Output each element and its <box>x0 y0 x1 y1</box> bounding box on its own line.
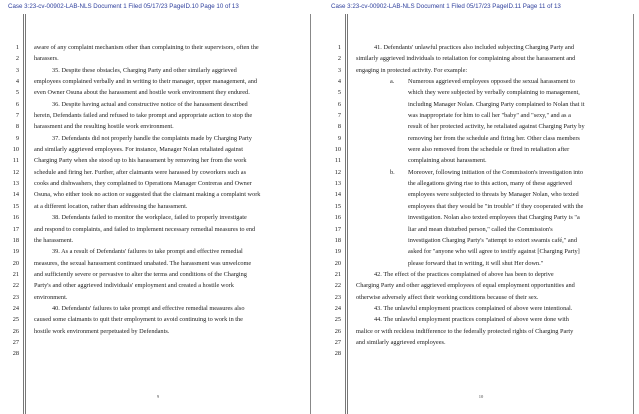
line-number: 2 <box>337 55 341 63</box>
line-number: 19 <box>334 248 341 256</box>
line-number: 9 <box>15 134 19 142</box>
text-line: asked for "anyone who will agree to testify against [Charging Party] <box>408 248 580 256</box>
line-numbers <box>329 42 341 360</box>
text-line: measures, the sexual harassment continued unabated. The harassment was unwelcome <box>34 259 252 267</box>
line-number: 13 <box>12 180 19 188</box>
text-line: and respond to complaints, and failed to implement necessary remedial measures to end <box>34 225 256 233</box>
text-line: Moreover, following initiation of the Commission's investigation into <box>408 168 584 176</box>
line-number: 19 <box>12 248 19 256</box>
line-numbers <box>7 42 19 360</box>
page-header: Case 3:23-cv-00902-LAB-NLS Document 1 Filed 05/17/23 PageID.10 Page 10 of 13 <box>8 3 239 10</box>
line-number: 20 <box>334 259 341 267</box>
line-number: 18 <box>334 236 341 244</box>
line-number: 23 <box>334 293 341 301</box>
line-number: 3 <box>15 66 19 74</box>
line-number: 15 <box>334 202 341 210</box>
line-number: 12 <box>334 168 341 176</box>
text-line: was inappropriate for him to call her "baby" and "sexy," and as a <box>408 112 571 120</box>
text-line: aware of any complaint mechanism other than complaining to their supervisors, often the <box>34 44 259 51</box>
text-line: Party's and other aggrieved individuals' employment and created a hostile work <box>34 282 234 290</box>
line-number: 16 <box>12 214 19 222</box>
margin-rule-right <box>633 14 634 414</box>
page-header: Case 3:23-cv-00902-LAB-NLS Document 1 Filed 05/17/23 PageID.11 Page 11 of 13 <box>331 3 561 10</box>
text-line: were also removed from the schedule or fired in retaliation after <box>408 146 570 154</box>
line-number: 22 <box>12 282 19 290</box>
text-line: hostile work environment perpetuated by Defendants. <box>34 327 170 335</box>
line-number: 7 <box>337 112 341 120</box>
text-line: environment. <box>34 293 68 301</box>
text-line: engaging in protected activity. For example: <box>356 66 468 74</box>
text-line: the harassment. <box>34 236 74 244</box>
text-line: even Owner Osuna about the harassment and hostile work environment they endured. <box>34 89 250 97</box>
margin-rule-right <box>310 14 311 414</box>
text-line: complaining about harassment. <box>408 157 487 165</box>
margin-rule-left <box>23 14 26 414</box>
text-line: 40. Defendants' failures to take prompt and effective remedial measures also <box>52 304 245 312</box>
text-line: 43. The unlawful employment practices complained of above were intentional. <box>374 304 573 312</box>
text-line: otherwise adversely affect their working conditions because of their sex. <box>356 293 539 301</box>
line-number: 26 <box>12 327 19 335</box>
line-number: 1 <box>337 44 341 51</box>
line-number: 2 <box>15 55 19 63</box>
text-line: the allegations giving rise to this action, many of these aggrieved <box>408 180 572 188</box>
line-number: 28 <box>12 350 19 358</box>
text-line: at a different location, rather than addressing the harassment. <box>34 202 188 210</box>
sub-item-label: a. <box>390 78 395 86</box>
line-number: 4 <box>15 78 19 86</box>
text-line: similarly aggrieved individuals to retaliation for complaining about the harassment and <box>356 55 576 63</box>
text-line: and sufficiently severe or pervasive to alter the terms and conditions of the Charging <box>34 270 247 278</box>
text-line: investigation Charging Party's "attempt to extort swamis café," and <box>408 236 577 244</box>
line-number: 27 <box>12 338 19 346</box>
line-number: 5 <box>15 89 19 97</box>
text-line <box>34 337 306 348</box>
line-number: 11 <box>334 157 341 165</box>
line-number: 6 <box>15 100 19 108</box>
text-line: Osuna, who either took no action or suggested that the claimant making a complaint work <box>34 191 261 199</box>
line-number: 17 <box>334 225 341 233</box>
text-line: which they were subjected by verbally complaining to management, <box>408 89 580 97</box>
line-number: 5 <box>337 89 341 97</box>
line-number: 23 <box>12 293 19 301</box>
line-number: 18 <box>12 236 19 244</box>
text-line: 37. Defendants did not properly handle the complaints made by Charging Party <box>52 134 252 142</box>
line-number: 25 <box>334 316 341 324</box>
text-line: 41. Defendants' unlawful practices also included subjecting Charging Party and <box>374 44 575 51</box>
text-line: schedule and firing her. Further, after claimants were harassed by coworkers such as <box>34 168 247 176</box>
text-line: Numerous aggrieved employees opposed the sexual harassment to <box>408 78 575 86</box>
sub-item-a <box>356 76 629 87</box>
line-number: 8 <box>337 123 341 131</box>
text-line: caused some claimants to quit their employment to avoid continuing to work in the <box>34 316 243 324</box>
text-line: 44. The unlawful employment practices complained of above were done with <box>374 316 569 324</box>
line-number: 13 <box>334 180 341 188</box>
line-number: 14 <box>12 191 19 199</box>
line-number: 22 <box>334 282 341 290</box>
body-text <box>34 42 306 360</box>
line-number: 8 <box>15 123 19 131</box>
text-line: 42. The effect of the practices complained of above has been to deprive <box>374 270 554 278</box>
line-number: 14 <box>334 191 341 199</box>
text-line: malice or with reckless indifference to the federally protected rights of Charging Party <box>356 327 574 335</box>
text-line: 39. As a result of Defendants' failures to take prompt and effective remedial <box>52 248 243 256</box>
line-number: 27 <box>334 338 341 346</box>
line-number: 20 <box>12 259 19 267</box>
line-number: 7 <box>15 112 19 120</box>
sub-item-b <box>356 167 629 178</box>
line-number: 28 <box>334 350 341 358</box>
text-line: Charging Party and other aggrieved employees of equal employment opportunities and <box>356 282 575 290</box>
text-line <box>34 348 306 359</box>
document-page-left <box>2 0 314 414</box>
text-line: including Manager Nolan. Charging Party complained to Nolan that it <box>408 100 585 108</box>
line-number: 21 <box>12 270 19 278</box>
line-number: 10 <box>334 146 341 154</box>
text-line: 36. Despite having actual and constructive notice of the harassment described <box>52 100 248 108</box>
margin-rule-left <box>345 14 348 414</box>
line-number: 17 <box>12 225 19 233</box>
text-line: and similarly aggrieved employees. For instance, Manager Nolan retaliated against <box>34 146 243 154</box>
line-number: 3 <box>337 66 341 74</box>
text-line: please forward that in writing, it will shut Her down." <box>408 259 544 267</box>
line-number: 15 <box>12 202 19 210</box>
line-number: 12 <box>12 168 19 176</box>
line-number: 10 <box>12 146 19 154</box>
text-line: employees were subjected to threats by Manager Nolan, who texted <box>408 191 579 199</box>
text-line: 38. Defendants failed to monitor the workplace, failed to properly investigate <box>52 214 247 222</box>
line-number: 4 <box>337 78 341 86</box>
line-number: 25 <box>12 316 19 324</box>
document-page-right <box>325 0 637 414</box>
text-line: harassment and the resulting hostile work environment. <box>34 123 174 131</box>
page-number: 9 <box>156 394 160 399</box>
line-number: 26 <box>334 327 341 335</box>
line-number: 24 <box>334 304 341 312</box>
text-line <box>356 348 629 359</box>
page-number: 10 <box>478 394 484 399</box>
text-line: employees complained verbally and in writing to their manager, upper management, and <box>34 78 258 86</box>
line-number: 21 <box>334 270 341 278</box>
sub-item-label: b. <box>390 168 395 176</box>
text-line: and similarly aggrieved employees. <box>356 338 446 346</box>
text-line: cooks and dishwashers, they complained to Operations Manager Contreras and Owner <box>34 180 252 188</box>
text-line: removing her from the schedule and firing her. Other class members <box>408 134 580 142</box>
line-number: 1 <box>15 44 19 51</box>
line-number: 9 <box>337 134 341 142</box>
text-line: investigation. Nolan also texted employees that Charging Party is "a <box>408 214 580 222</box>
text-line: result of her protected activity, he retaliated against Charging Party by <box>408 123 585 131</box>
line-number: 16 <box>334 214 341 222</box>
text-line: herein, Defendants failed and refused to take prompt and appropriate action to stop the <box>34 112 253 120</box>
body-text <box>356 42 629 360</box>
line-number: 24 <box>12 304 19 312</box>
line-number: 6 <box>337 100 341 108</box>
text-line: employees that they would be "in trouble" if they cooperated with the <box>408 202 584 210</box>
text-line: 35. Despite these obstacles, Charging Party and other similarly aggrieved <box>52 66 237 74</box>
line-number: 11 <box>12 157 19 165</box>
text-line: Charging Party when she stood up to his harassment by removing her from the work <box>34 157 247 165</box>
text-line: liar and mean disturbed person," called the Commission's <box>408 225 553 233</box>
text-line: harassers. <box>34 55 59 63</box>
